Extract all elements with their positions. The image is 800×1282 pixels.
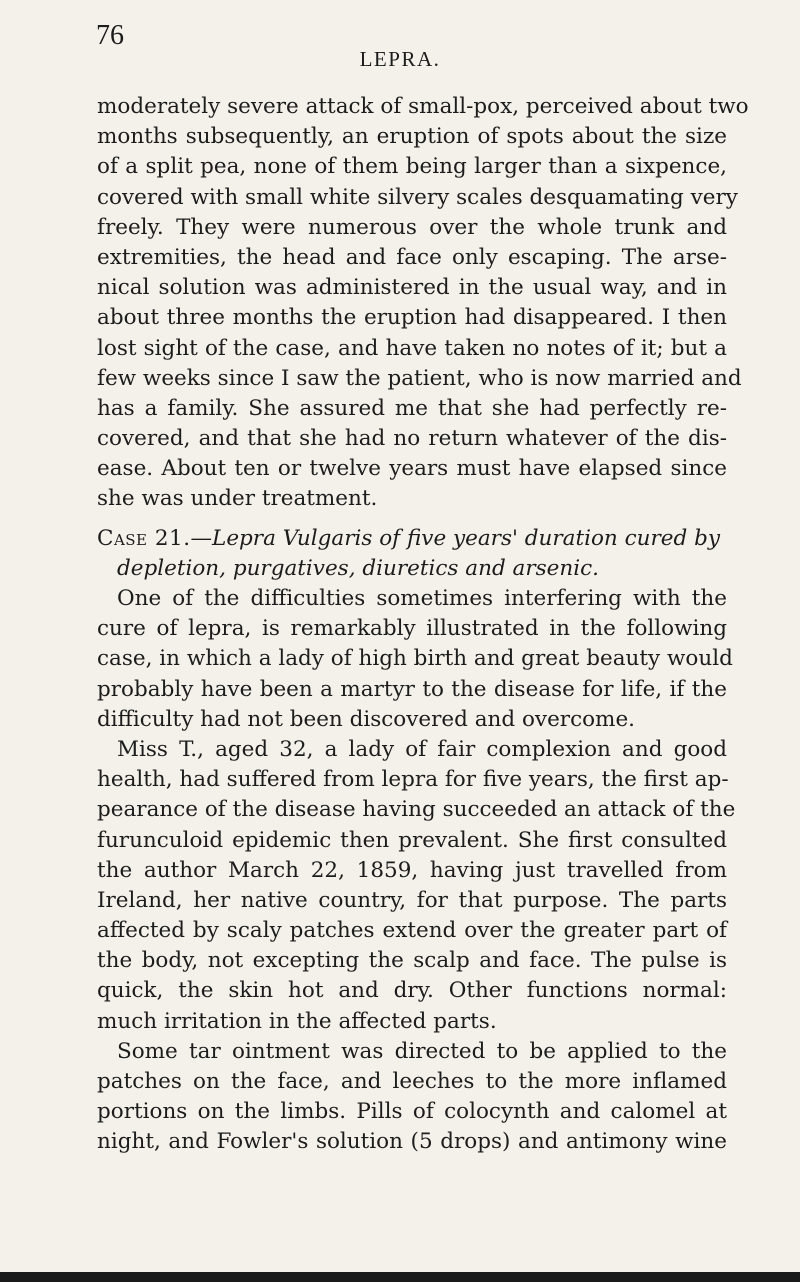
text-line: portions on the limbs. Pills of colocynth and calomel at: [97, 1099, 727, 1125]
text-line: pearance of the disease having succeeded an attack of the: [97, 797, 736, 823]
text-line: moderately severe attack of small-pox, perceived about two: [97, 94, 749, 119]
text-line: extremities, the head and face only escaping. The arse-: [97, 244, 727, 270]
text-line: probably have been a martyr to the disease for life, if the: [97, 676, 727, 702]
case-title-continued: depletion, purgatives, diuretics and arsenic.: [117, 555, 600, 581]
text-line: night, and Fowler's solution (5 drops) and antimony wine: [97, 1129, 727, 1155]
page-bottom-edge: [0, 1272, 800, 1282]
text-line: has a family. She assured me that she had perfectly re-: [97, 395, 727, 421]
text-line: about three months the eruption had disappeared. I then: [97, 305, 727, 331]
page-number: 76: [96, 20, 124, 51]
text-line: few weeks since I saw the patient, who is now married and: [97, 365, 742, 391]
text-line: freely. They were numerous over the whole trunk and: [97, 214, 727, 240]
paragraph-continued: [97, 92, 749, 515]
text-line: affected by scaly patches extend over the greater part of: [97, 918, 727, 944]
text-line: much irritation in the affected parts.: [97, 1008, 497, 1034]
text-line: lost sight of the case, and have taken no notes of it; but a: [97, 335, 727, 361]
page-body: [97, 92, 749, 1158]
text-line: Some tar ointment was directed to be applied to the: [117, 1038, 727, 1064]
text-line: case, in which a lady of high birth and great beauty would: [97, 646, 733, 672]
paragraph: [97, 735, 736, 1037]
text-line: Miss T., aged 32, a lady of fair complexion and good: [117, 736, 727, 762]
case-heading: [97, 524, 727, 584]
text-line: of a split pea, none of them being larger than a sixpence,: [97, 154, 727, 180]
text-line: furunculoid epidemic then prevalent. She first consulted: [97, 827, 727, 853]
text-line: patches on the face, and leeches to the more inflamed: [97, 1069, 727, 1094]
text-line: she was under treatment.: [97, 486, 378, 512]
text-line: quick, the skin hot and dry. Other functions normal:: [97, 978, 727, 1004]
case-label: Case 21.: [97, 525, 191, 551]
text-line: the author March 22, 1859, having just travelled from: [97, 857, 727, 883]
text-line: Ireland, her native country, for that purpose. The parts: [97, 887, 727, 913]
text-line: the body, not excepting the scalp and face. The pulse is: [97, 948, 727, 974]
text-line: covered, and that she had no return whatever of the dis-: [97, 426, 727, 452]
text-line: One of the difficulties sometimes interfering with the: [117, 586, 727, 611]
running-head: LEPRA.: [359, 47, 441, 71]
text-line: health, had suffered from lepra for five years, the first ap-: [97, 767, 729, 793]
text-line: cure of lepra, is remarkably illustrated in the following: [97, 616, 727, 642]
text-line: months subsequently, an eruption of spots about the size: [97, 124, 727, 150]
text-line: difficulty had not been discovered and overcome.: [97, 706, 636, 732]
text-line: nical solution was administered in the usual way, and in: [97, 275, 727, 301]
text-line: covered with small white silvery scales desquamating very: [97, 184, 738, 210]
paragraph: [97, 584, 733, 735]
text-line: ease. About ten or twelve years must have elapsed since: [97, 456, 727, 482]
case-title: —Lepra Vulgaris of five years' duration cured by: [190, 525, 720, 551]
paragraph: [97, 1037, 727, 1158]
